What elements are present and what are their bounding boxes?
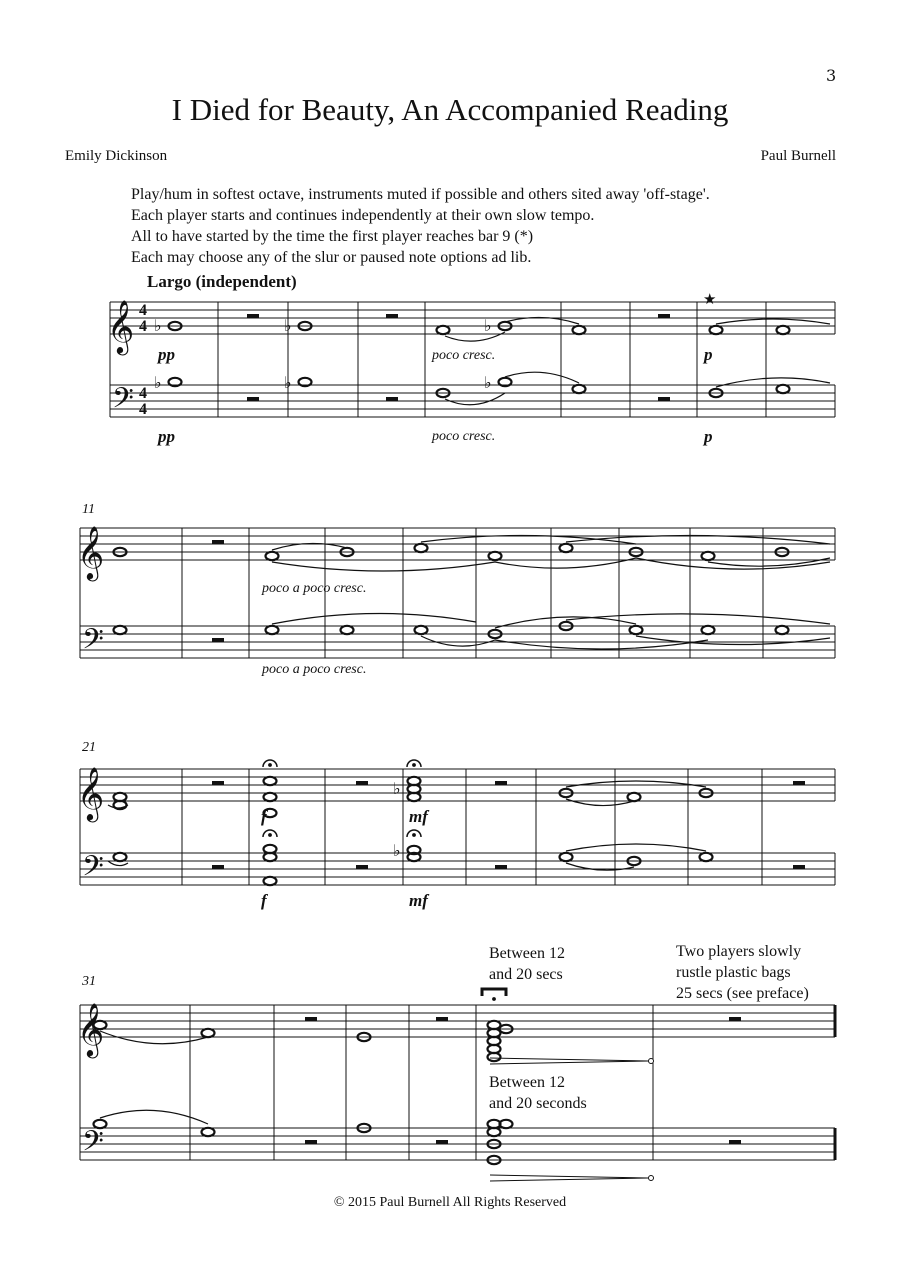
slur xyxy=(716,378,830,387)
measure-number: 31 xyxy=(82,974,96,989)
dynamic-mf: mf xyxy=(409,891,428,910)
slur xyxy=(445,332,505,341)
whole-rest xyxy=(247,314,259,318)
fermata-dot xyxy=(269,764,272,767)
slur xyxy=(272,562,495,571)
whole-note xyxy=(114,853,127,861)
instruction-line: Play/hum in softest octave, instruments muted if possible and others sited away 'off-stage'. xyxy=(131,186,710,203)
dynamic-f: f xyxy=(261,891,267,910)
flat-icon: ♭ xyxy=(284,316,292,335)
whole-rest xyxy=(212,865,224,869)
dynamic-pp: pp xyxy=(158,427,175,446)
slur xyxy=(421,535,636,544)
whole-rest xyxy=(495,781,507,785)
whole-note xyxy=(266,552,279,560)
instruction-line: Each player starts and continues independently at their own slow tempo. xyxy=(131,207,595,224)
whole-note xyxy=(437,326,450,334)
copyright-footer: © 2015 Paul Burnell All Rights Reserved xyxy=(333,1195,567,1210)
whole-note xyxy=(700,853,713,861)
tempo-marking: Largo (independent) xyxy=(147,272,297,291)
fermata-dot xyxy=(269,834,272,837)
slur xyxy=(566,781,706,787)
whole-note xyxy=(710,326,723,334)
time-signature-top: 4 xyxy=(139,302,147,319)
timing-note-lower: Between 12 and 20 seconds xyxy=(489,1074,587,1112)
treble-clef-icon: 𝄞 xyxy=(77,525,105,579)
niente-circle xyxy=(649,1059,654,1064)
whole-note xyxy=(114,626,127,634)
measure-number: 21 xyxy=(82,740,96,755)
flat-icon: ♭ xyxy=(154,316,162,335)
whole-note xyxy=(415,544,428,552)
slur xyxy=(505,372,579,383)
instruction-line: Each may choose any of the slur or paused note options ad lib. xyxy=(131,249,532,266)
dynamic-pp: pp xyxy=(158,345,175,364)
slur xyxy=(566,799,634,806)
timing-note-upper: Between 12 and 20 secs xyxy=(489,945,565,983)
whole-note xyxy=(264,777,277,785)
whole-note xyxy=(415,626,428,634)
whole-note xyxy=(702,552,715,560)
whole-note xyxy=(489,552,502,560)
whole-note xyxy=(776,626,789,634)
whole-rest xyxy=(495,865,507,869)
whole-rest xyxy=(212,638,224,642)
whole-note xyxy=(573,326,586,334)
whole-rest xyxy=(793,865,805,869)
flat-icon: ♭ xyxy=(154,373,162,392)
whole-rest xyxy=(356,865,368,869)
expression-poco-a-poco: poco a poco cresc. xyxy=(262,662,367,677)
whole-note xyxy=(573,385,586,393)
time-signature-bottom: 4 xyxy=(139,318,147,335)
whole-note xyxy=(702,626,715,634)
pause-dot xyxy=(493,998,496,1001)
measure-number: 11 xyxy=(82,502,95,517)
slur xyxy=(421,636,495,646)
page-number: 3 xyxy=(826,66,837,85)
whole-note xyxy=(264,877,277,885)
whole-note xyxy=(202,1128,215,1136)
time-signature-top: 4 xyxy=(139,385,147,402)
whole-rest xyxy=(729,1140,741,1144)
treble-clef-icon: 𝄞 xyxy=(77,766,105,820)
expression-poco-a-poco: poco a poco cresc. xyxy=(262,581,367,596)
page-title: I Died for Beauty, An Accompanied Reading xyxy=(171,92,729,127)
expression-poco-cresc: poco cresc. xyxy=(432,348,496,363)
whole-note xyxy=(266,626,279,634)
fermata-dot xyxy=(413,834,416,837)
dynamic-p: p xyxy=(704,427,713,446)
whole-note xyxy=(777,385,790,393)
bass-clef-icon: 𝄢 xyxy=(112,382,134,422)
whole-note xyxy=(560,853,573,861)
bass-clef-icon: 𝄢 xyxy=(82,623,104,663)
flat-icon: ♭ xyxy=(393,841,401,860)
whole-rest xyxy=(212,781,224,785)
bass-clef-icon: 𝄢 xyxy=(82,850,104,890)
whole-note xyxy=(341,626,354,634)
whole-note xyxy=(202,1029,215,1037)
slur xyxy=(716,319,830,324)
slur xyxy=(445,393,505,405)
flat-icon: ♭ xyxy=(393,779,401,798)
dynamic-mf: mf xyxy=(409,807,428,826)
decrescendo-hairpin xyxy=(490,1175,648,1178)
whole-rest xyxy=(247,397,259,401)
flat-icon: ♭ xyxy=(484,373,492,392)
slur xyxy=(566,844,706,851)
whole-rest xyxy=(305,1140,317,1144)
whole-rest xyxy=(658,397,670,401)
dynamic-p: p xyxy=(704,345,713,364)
bass-clef-icon: 𝄢 xyxy=(82,1125,104,1165)
poet-name: Emily Dickinson xyxy=(65,148,168,164)
whole-rest xyxy=(729,1017,741,1021)
instruction-line: All to have started by the time the first player reaches bar 9 (*) xyxy=(131,228,534,245)
whole-rest xyxy=(436,1017,448,1021)
whole-note xyxy=(560,544,573,552)
treble-clef-icon: 𝄞 xyxy=(107,299,135,353)
whole-rest xyxy=(386,314,398,318)
flat-icon: ♭ xyxy=(484,316,492,335)
time-signature-bottom: 4 xyxy=(139,401,147,418)
expression-poco-cresc: poco cresc. xyxy=(432,429,496,444)
niente-circle xyxy=(649,1176,654,1181)
whole-rest xyxy=(386,397,398,401)
whole-note xyxy=(777,326,790,334)
whole-rest xyxy=(305,1017,317,1021)
bags-instruction: Two players slowly rustle plastic bags 25 secs (see preface) xyxy=(676,943,809,1002)
treble-clef-icon: 𝄞 xyxy=(77,1002,105,1056)
whole-rest xyxy=(356,781,368,785)
slur xyxy=(636,636,830,645)
flat-icon: ♭ xyxy=(284,373,292,392)
slur xyxy=(272,613,476,624)
decrescendo-hairpin xyxy=(490,1178,648,1181)
whole-rest xyxy=(212,540,224,544)
whole-rest xyxy=(658,314,670,318)
whole-note xyxy=(630,626,643,634)
slur xyxy=(100,1110,208,1124)
whole-rest xyxy=(793,781,805,785)
whole-rest xyxy=(436,1140,448,1144)
decrescendo-hairpin xyxy=(490,1058,648,1061)
cue-star-icon: ★ xyxy=(703,290,717,308)
whole-note xyxy=(264,793,277,801)
dynamic-f: f xyxy=(261,807,267,826)
pause-mark-icon xyxy=(482,989,506,996)
whole-note xyxy=(628,793,641,801)
composer-name: Paul Burnell xyxy=(760,148,836,164)
fermata-dot xyxy=(413,764,416,767)
decrescendo-hairpin xyxy=(490,1061,648,1064)
